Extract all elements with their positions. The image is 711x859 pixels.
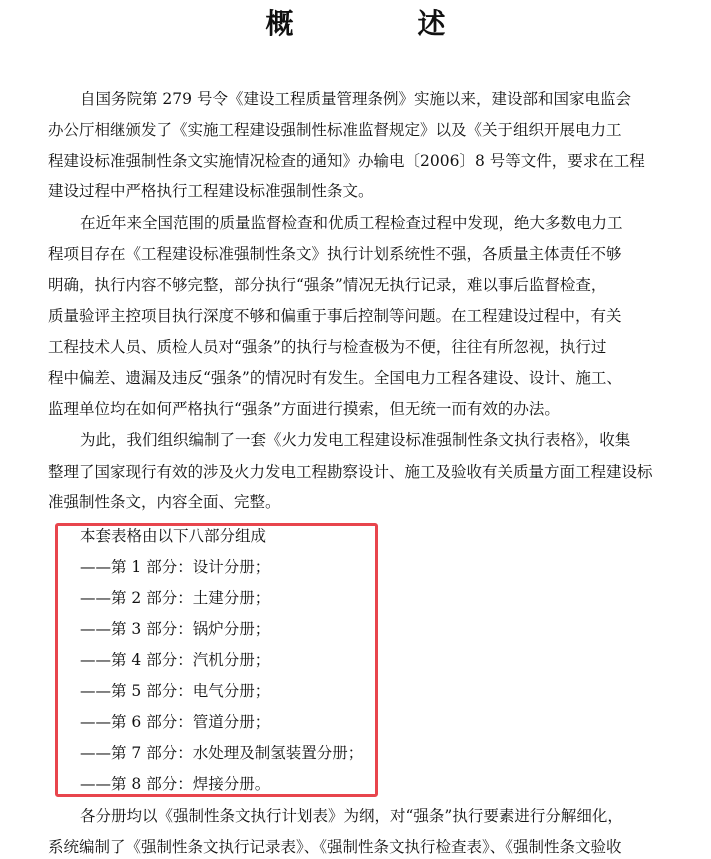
list-item: ——第 6 部分：管道分册； [80, 713, 271, 731]
paragraph-2-line-2: 程项目存在《工程建设标准强制性条文》执行计划系统性不强，各质量主体责任不够 [48, 245, 622, 263]
paragraph-2-line-5: 工程技术人员、质检人员对“强条”的执行与检查极为不便，往往有所忽视，执行过 [48, 338, 607, 356]
list-item: ——第 5 部分：电气分册； [80, 682, 271, 700]
paragraph-2-line-4: 质量验评主控项目执行深度不够和偏重于事后控制等问题。在工程建设过程中，有关 [48, 307, 622, 325]
list-item: ——第 4 部分：汽机分册； [80, 651, 271, 669]
paragraph-1-line-3: 程建设标准强制性条文实施情况检查的通知》办输电〔2006〕8 号等文件，要求在工程 [48, 152, 645, 170]
list-item: ——第 2 部分：土建分册； [80, 589, 271, 607]
paragraph-1-line-1: 自国务院第 279 号令《建设工程质量管理条例》实施以来，建设部和国家电监会 [80, 90, 631, 108]
paragraph-2-line-1: 在近年来全国范围的质量监督检查和优质工程检查过程中发现，绝大多数电力工 [80, 214, 623, 232]
paragraph-3-line-1: 为此，我们组织编制了一套《火力发电工程建设标准强制性条文执行表格》，收集 [80, 431, 631, 449]
paragraph-5-line-1: 各分册均以《强制性条文执行计划表》为纲，对“强条”执行要素进行分解细化， [80, 807, 623, 825]
page-title: 概 述 [265, 7, 494, 40]
paragraph-3-line-2: 整理了国家现行有效的涉及火力发电工程勘察设计、施工及验收有关质量方面工程建设标 [48, 463, 653, 481]
paragraph-2-line-7: 监理单位均在如何严格执行“强条”方面进行摸索，但无统一而有效的办法。 [48, 400, 560, 418]
paragraph-2-line-3: 明确，执行内容不够完整，部分执行“强条”情况无执行记录，难以事后监督检查， [48, 276, 607, 294]
paragraph-1-line-4: 建设过程中严格执行工程建设标准强制性条文。 [48, 182, 374, 200]
highlight-box [55, 523, 378, 797]
paragraph-3-line-3: 准强制性条文，内容全面、完整。 [48, 493, 281, 511]
list-item: ——第 1 部分：设计分册； [80, 558, 271, 576]
list-item: ——第 8 部分：焊接分册。 [80, 775, 271, 793]
list-intro: 本套表格由以下八部分组成 [80, 527, 267, 545]
list-item: ——第 3 部分：锅炉分册； [80, 620, 271, 638]
paragraph-1-line-2: 办公厅相继颁发了《实施工程建设强制性标准监督规定》以及《关于组织开展电力工 [48, 121, 622, 139]
paragraph-2-line-6: 程中偏差、遗漏及违反“强条”的情况时有发生。全国电力工程各建设、设计、施工、 [48, 369, 622, 387]
paragraph-5-line-2: 系统编制了《强制性条文执行记录表》、《强制性条文执行检查表》、《强制性条文验收 [48, 838, 622, 856]
list-item: ——第 7 部分：水处理及制氢装置分册； [80, 744, 364, 762]
